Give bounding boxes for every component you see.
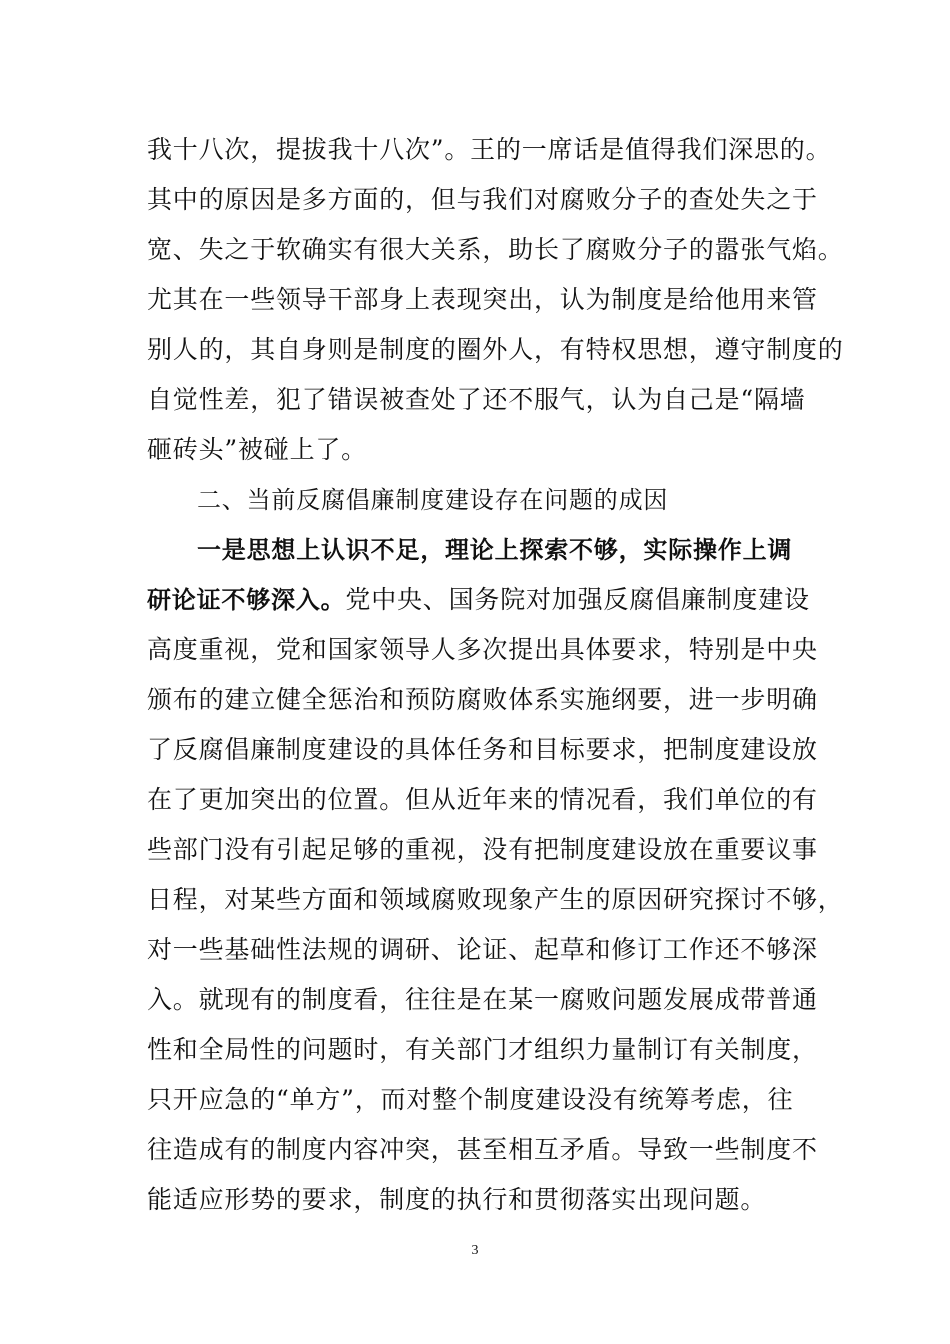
body-text-line: 日程，对某些方面和领域腐败现象产生的原因研究探讨不够，: [147, 885, 844, 914]
body-text-line: 其中的原因是多方面的，但与我们对腐败分子的查处失之于: [147, 185, 818, 214]
bold-lead-sentence-end: 研论证不够深入。: [147, 586, 346, 614]
body-text-line: 宽、失之于软确实有很大关系，助长了腐败分子的嚣张气焰。: [147, 235, 844, 264]
body-text-line: 在了更加突出的位置。但从近年来的情况看，我们单位的有: [147, 785, 818, 814]
body-text-line: 些部门没有引起足够的重视，没有把制度建设放在重要议事: [147, 835, 818, 864]
body-text-line: 砸砖头”被碰上了。: [147, 435, 367, 464]
body-text-line: 了反腐倡廉制度建设的具体任务和目标要求，把制度建设放: [147, 735, 818, 764]
body-text-line: 颁布的建立健全惩治和预防腐败体系实施纲要，进一步明确: [147, 685, 818, 714]
body-text-line: 入。就现有的制度看，往往是在某一腐败问题发展成带普通: [147, 985, 818, 1014]
body-text-line: 高度重视，党和国家领导人多次提出具体要求，特别是中央: [147, 635, 818, 664]
body-text-line: 我十八次，提拔我十八次”。王的一席话是值得我们深思的。: [147, 135, 832, 164]
body-text-line: 只开应急的“单方”，而对整个制度建设没有统筹考虑，往: [147, 1085, 794, 1114]
section-heading: 二、当前反腐倡廉制度建设存在问题的成因: [197, 486, 669, 514]
body-text-line: 往造成有的制度内容冲突，甚至相互矛盾。导致一些制度不: [147, 1135, 818, 1164]
body-text-line: 尤其在一些领导干部身上表现突出，认为制度是给他用来管: [147, 285, 818, 314]
body-text-line: 自觉性差，犯了错误被查处了还不服气，认为自己是“隔墙: [147, 385, 806, 414]
body-text-line: 别人的，其自身则是制度的圈外人，有特权思想，遵守制度的: [147, 335, 844, 364]
body-text-line: 对一些基础性法规的调研、论证、起草和修订工作还不够深: [147, 935, 818, 964]
page-number: 3: [471, 1243, 479, 1258]
body-text-line: 能适应形势的要求，制度的执行和贯彻落实出现问题。: [147, 1185, 767, 1214]
bold-lead-sentence: 一是思想上认识不足，理论上探索不够，实际操作上调: [197, 536, 793, 564]
body-text-span: 党中央、国务院对加强反腐倡廉制度建设: [345, 585, 810, 614]
body-text-line: 性和全局性的问题时，有关部门才组织力量制订有关制度，: [147, 1035, 818, 1064]
body-text-line: [147, 576, 819, 624]
